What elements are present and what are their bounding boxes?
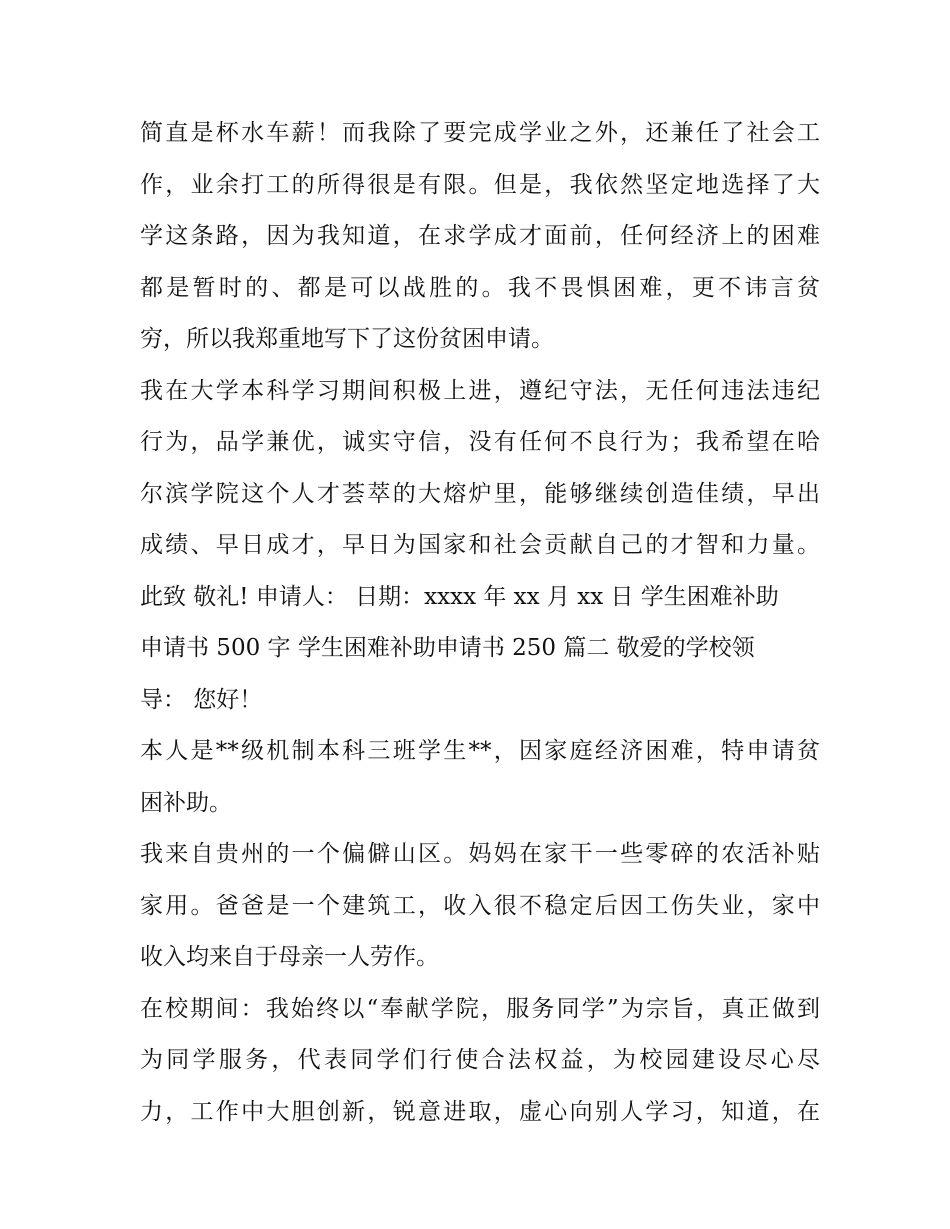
text-line: 收入均来自于母亲一人劳作。 [140,944,439,970]
text-line: 困补助。 [140,789,232,816]
text-line: 学这条路，因为我知道，在求学成才面前，任何经济上的困难 [140,223,820,249]
text-line: 导： 您好！ [140,686,263,713]
text-line: 成绩、早日成才，早日为国家和社会贡献自己的才智和力量。 [140,532,820,558]
text-line: 家用。爸爸是一个建筑工，收入很不稳定后因工伤失业，家中 [140,892,820,919]
text-line: 力，工作中大胆创新，锐意进取，虚心向别人学习，知道，在 [140,1098,820,1125]
text-line: 为同学服务，代表同学们行使合法权益，为校园建设尽心尽 [140,1047,820,1073]
text-line: 本人是**级机制本科三班学生**，因家庭经济困难，特申请贫 [140,738,820,764]
body-text [140,108,820,1138]
text-line: 都是暂时的、都是可以战胜的。我不畏惧困难，更不讳言贫 [140,274,820,301]
text-line: 我在大学本科学习期间积极上进，遵纪守法，无任何违法违纪 [140,377,820,404]
text-line: 此致 敬礼! 申请人： 日期：xxxx 年 xx 月 xx 日 学生困难补助 [140,583,779,610]
text-line: 在校期间：我始终以“奉献学院，服务同学”为宗旨，真正做到 [140,995,820,1022]
text-line: 简直是杯水车薪！而我除了要完成学业之外，还兼任了社会工 [140,120,820,146]
text-line: 行为，品学兼优，诚实守信，没有任何不良行为；我希望在哈 [140,429,820,455]
text-line: 穷，所以我郑重地写下了这份贫困申请。 [140,326,554,352]
text-line: 我来自贵州的一个偏僻山区。妈妈在家干一些零碎的农活补贴 [140,841,820,867]
text-line: 作，业余打工的所得很是有限。但是，我依然坚定地选择了大 [140,171,820,198]
text-line: 申请书 500 字 学生困难补助申请书 250 篇二 敬爱的学校领 [140,635,755,661]
text-line: 尔滨学院这个人才荟萃的大熔炉里，能够继续创造佳绩，早出 [140,480,820,507]
